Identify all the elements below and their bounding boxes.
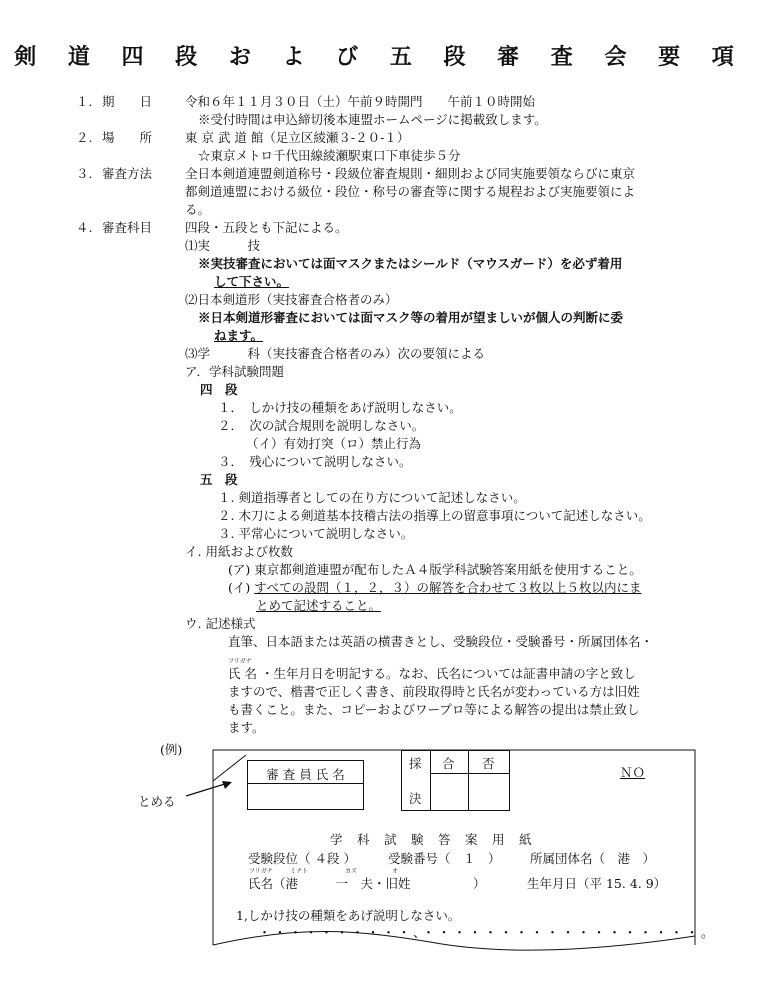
organization: 所属団体名（ 港 ） xyxy=(530,851,656,866)
yondan-heading: 四 段 xyxy=(200,382,238,397)
ruby-furigana: フリガナ xyxy=(249,868,273,875)
reception-note: ※受付時間は申込締切後本連盟ホームページに掲載致します。 xyxy=(198,112,547,127)
ruby-o: オ xyxy=(392,868,399,875)
godan-question-3: ３. 平常心について説明しなさい。 xyxy=(218,526,414,541)
format-heading: ウ. 記述様式 xyxy=(185,616,256,631)
section-4-label: 審査科目 xyxy=(102,220,153,235)
ruby-kazu: カズ xyxy=(345,868,358,875)
section-1-label: 期 日 xyxy=(102,94,153,109)
paper-rule-1: (ア) 東京都剣道連盟が配布したＡ４版学科試験答案用紙を使用すること。 xyxy=(228,562,642,577)
godan-question-2: ２. 木刀による剣道基本技稽古法の指導上の留意事項について記述しなさい。 xyxy=(218,508,651,523)
fail-label: 否 xyxy=(482,756,495,771)
format-line-3: ますので、楷書で正しく書き、前段取得時と氏名が変わっている方は旧姓 xyxy=(228,684,640,699)
venue-line: 東 京 武 道 館（足立区綾瀬３‐２０‐１） xyxy=(185,130,410,145)
access-note: ☆東京メトロ千代田線綾瀬駅東口下車徒歩５分 xyxy=(198,148,461,163)
method-line-1: 全日本剣道連盟剣道称号・段級位審査規則・細則および同実施要領ならびに東京 xyxy=(185,166,636,181)
yondan-question-2: ２． 次の試合規則を説明しなさい。 xyxy=(218,418,425,433)
godan-heading: 五 段 xyxy=(200,472,238,487)
written-heading: ⑶学 科（実技審査合格者のみ）次の要領による xyxy=(185,346,486,361)
practical-heading: ⑴実 技 xyxy=(185,238,261,253)
format-ruby: フリガナ xyxy=(228,658,252,665)
format-line-4: も書くこと。また、コピーおよびワープロ等による解答の提出は禁止致し xyxy=(228,702,640,717)
paper-rule-2-prefix: (イ) xyxy=(228,580,255,595)
practical-note-1: ※実技審査においては面マスクまたはシールド（マウスガード）を必ず着用 xyxy=(198,256,623,271)
document-title: 剣 道 四 段 お よ び 五 段 審 査 会 要 項 xyxy=(14,44,746,70)
ketsu-label: 決 xyxy=(409,791,422,806)
examiner-name-box xyxy=(247,760,364,810)
section-3-label: 審査方法 xyxy=(102,166,153,181)
format-line-5: ます。 xyxy=(228,720,265,735)
paper-rule-2-text: すべての設問（１，２，３）の解答を合わせて３枚以上５枚以内にま xyxy=(254,580,642,595)
format-line-2: 氏 名 ・生年月日を明記する。なお、氏名については証書申請の字と致し xyxy=(228,666,636,681)
yondan-question-2-sub: （イ）有効打突（ロ）禁止行為 xyxy=(246,436,422,451)
paper-heading: イ. 用紙および枚数 xyxy=(185,544,293,559)
section-1-number: １. xyxy=(76,94,93,109)
tomeru-label: とめる xyxy=(138,794,176,809)
section-3-number: ３. xyxy=(76,166,93,181)
ruby-minato: ミナト xyxy=(290,868,309,875)
examiner-name-label: 審 査 員 氏 名 xyxy=(266,767,345,782)
sample-answer-dots: ・・・・・・・・・・、・・・・・・・・・・・・・・・・・・。 xyxy=(258,926,717,941)
sample-question: 1,しかけ技の種類をあげ説明しなさい。 xyxy=(236,908,461,923)
yondan-question-3: ３． 残心について説明しなさい。 xyxy=(218,454,412,469)
yondan-question-1: １． しかけ技の種類をあげ説明しなさい。 xyxy=(218,400,462,415)
candidate-name: 氏名（港 一 夫・旧姓 ） xyxy=(248,876,486,891)
pass-label: 合 xyxy=(442,756,455,771)
kata-note-2: ねます。 xyxy=(214,328,264,343)
birth-date: 生年月日（平 15. 4. 9） xyxy=(527,876,667,891)
subjects-intro: 四段・五段とも下記による。 xyxy=(185,220,348,235)
method-line-3: る。 xyxy=(185,202,211,217)
exam-grade: 受験段位（ ４段 ） xyxy=(248,851,356,866)
answer-sheet-title: 学 科 試 験 答 案 用 紙 xyxy=(330,832,533,847)
number-label: ＮＯ xyxy=(620,765,646,780)
format-line-1: 直筆、日本語または英語の横書きとし、受験段位・受験番号・所属団体名・ xyxy=(228,634,654,649)
section-2-number: ２. xyxy=(76,130,93,145)
kata-heading: ⑵日本剣道形（実技審査合格者のみ） xyxy=(185,292,398,307)
paper-rule-2-cont: とめて記述すること。 xyxy=(256,598,382,613)
example-label: (例) xyxy=(160,742,183,757)
method-line-2: 都剣道連盟における級位・段位・称号の審査等に関する規程および実施要領によ xyxy=(185,184,636,199)
exam-number: 受験番号（ １ ） xyxy=(388,851,501,866)
exam-questions-heading: ア．学科試験問題 xyxy=(185,364,285,379)
section-2-label: 場 所 xyxy=(102,130,153,145)
section-4-number: ４. xyxy=(76,220,93,235)
pass-fail-box xyxy=(401,750,510,811)
date-line: 令和６年１１月３０日（土）午前９時開門 午前１０時開始 xyxy=(185,94,536,109)
practical-note-2: して下さい。 xyxy=(214,274,290,289)
godan-question-1: １. 剣道指導者としての在り方について記述しなさい。 xyxy=(218,490,526,505)
kata-note-1: ※日本剣道形審査においては面マスク等の着用が望ましいが個人の判断に委 xyxy=(198,310,624,325)
sai-label: 採 xyxy=(409,756,422,771)
